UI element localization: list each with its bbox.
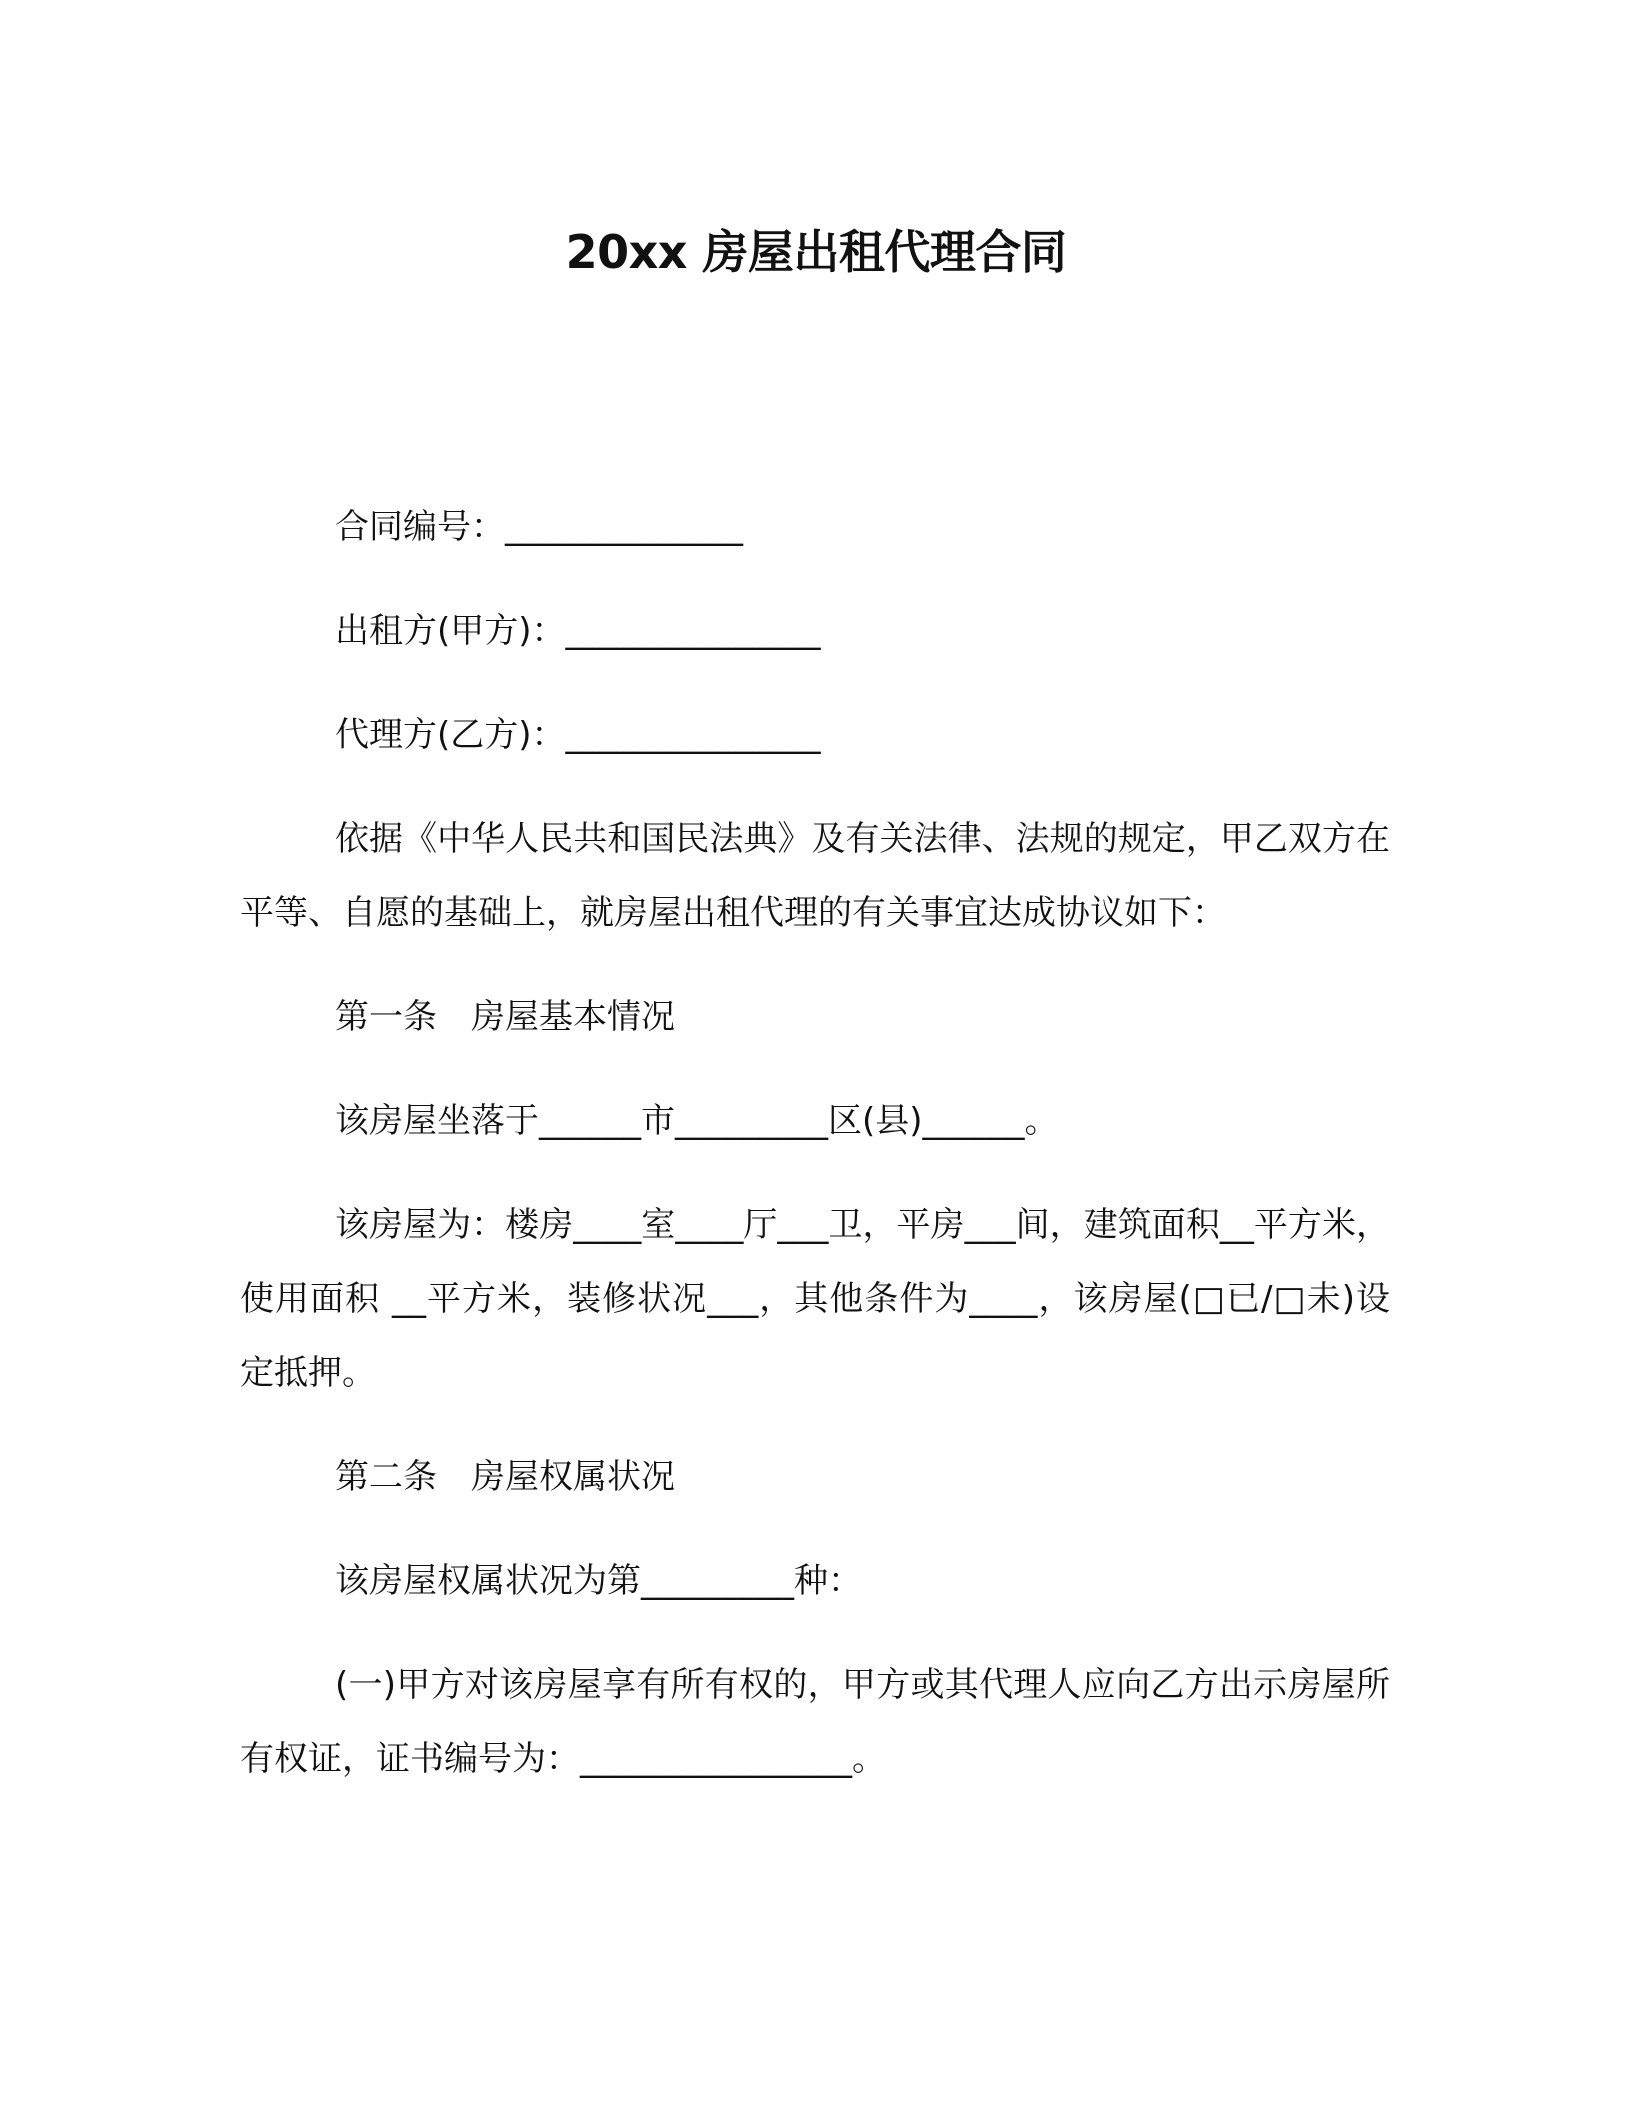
ownership-clause-1: (一)甲方对该房屋享有所有权的，甲方或其代理人应向乙方出示房屋所有权证，证书编号为：________________。 [240, 1665, 1390, 1779]
ownership-type-paragraph: 该房屋权属状况为第_________种： [335, 1561, 862, 1601]
lessor-line: 出租方(甲方)：_______________ [335, 611, 821, 651]
agent-line: 代理方(乙方)：_______________ [335, 715, 821, 755]
article-1-heading: 第一条 房屋基本情况 [335, 997, 675, 1037]
preamble-paragraph: 依据《中华人民共和国民法典》及有关法律、法规的规定，甲乙双方在平等、自愿的基础上，就房屋出租代理的有关事宜达成协议如下： [240, 819, 1390, 933]
document-body [240, 490, 1390, 1826]
contract-number-line: 合同编号：______________ [335, 507, 743, 547]
house-details-paragraph: 该房屋为：楼房____室____厅___卫，平房___间，建筑面积__平方米，使用面积 __平方米，装修状况___，其他条件为____，该房屋(□已/□未)设定抵押。 [240, 1205, 1390, 1393]
article-2-heading: 第二条 房屋权属状况 [335, 1457, 675, 1497]
document-title: 20xx 房屋出租代理合同 [565, 225, 1067, 279]
house-location-paragraph: 该房屋坐落于______市_________区(县)______。 [335, 1101, 1059, 1141]
